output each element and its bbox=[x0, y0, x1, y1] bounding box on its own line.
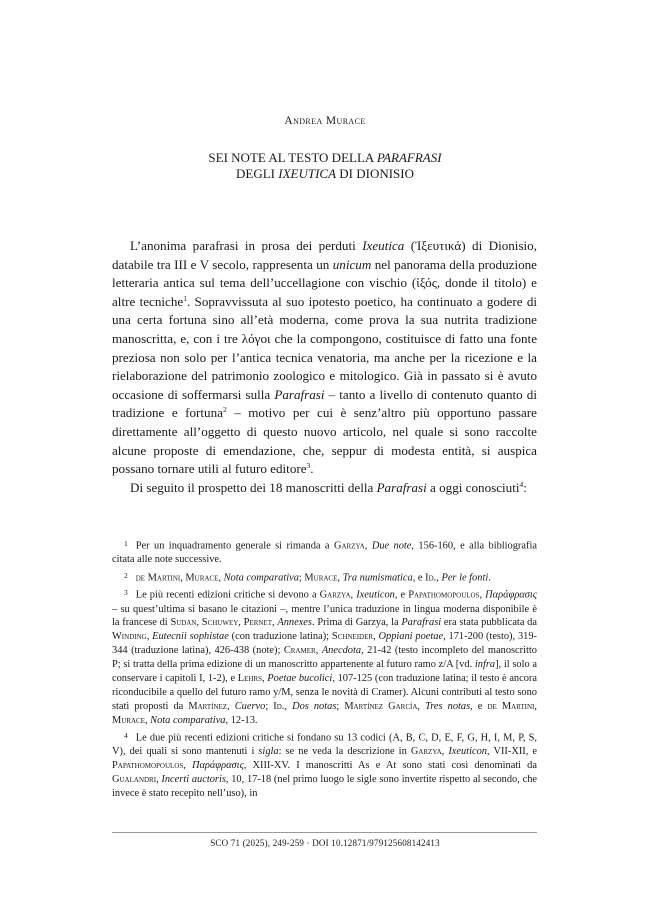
journal-footer: SCO 71 (2025), 249-259 · DOI 10.12871/979125608142413 bbox=[210, 838, 440, 848]
work-title: Oppiani poetae bbox=[378, 631, 444, 643]
text: , bbox=[337, 572, 343, 583]
work-title: Per le fonti bbox=[441, 572, 489, 583]
work-title: Tra numismatica bbox=[342, 572, 413, 583]
text: – su quest’ultima si basano le citazioni –, mentre l’unica traduzione in lingua moderna disponibile è la francese di bbox=[112, 603, 537, 629]
text-italic: infra bbox=[474, 659, 496, 671]
text: ], il solo a conservare i capitoli I, 1-2), e bbox=[112, 659, 537, 685]
author-ref: Winding bbox=[112, 631, 147, 643]
author-ref: Papathomopoulos bbox=[408, 589, 480, 601]
title-text: DEGLI bbox=[235, 166, 279, 181]
work-title: Παράφρασις bbox=[485, 589, 537, 601]
title-text: DI DIONISIO bbox=[336, 166, 415, 181]
author-ref: Sudan, Schuwey, Pernet bbox=[170, 617, 272, 629]
text: , bbox=[183, 760, 192, 772]
text: , bbox=[364, 540, 372, 552]
footnote-number: 3 bbox=[124, 588, 128, 598]
text: ; bbox=[298, 572, 305, 583]
text: , bbox=[350, 589, 357, 601]
text: , 171-200 (testo), 319-344 (traduzione latina), 426-438 (note); bbox=[112, 631, 537, 657]
text: Di seguito il prospetto dei 18 manoscritti della bbox=[130, 479, 377, 495]
text-italic: unicum bbox=[332, 256, 372, 272]
title-line-2 bbox=[0, 166, 650, 182]
text: , e bbox=[470, 700, 488, 712]
footnote-number: 2 bbox=[124, 570, 128, 580]
text: , bbox=[479, 589, 486, 601]
work-title: Παράφρασις bbox=[191, 760, 244, 772]
text: , bbox=[144, 714, 151, 726]
text: , bbox=[146, 631, 153, 643]
text: : se ne veda la descrizione in bbox=[278, 746, 411, 758]
title-italic: IXEUTICA bbox=[278, 166, 337, 181]
author-ref: Id. bbox=[425, 572, 437, 583]
text: , bbox=[218, 572, 224, 583]
text: , e bbox=[412, 572, 426, 583]
text: Le più recenti edizioni critiche si devono a bbox=[135, 589, 320, 601]
text: , bbox=[262, 673, 268, 685]
text: – motivo per cui è senz’altro più opportuno passare direttamente all’oggetto di questo nuovo articolo, nel quale si sono raccolte alcune proposte di emendazione, che, seppur di modesta entità, si auspica possano tornare utili al futuro editore bbox=[112, 405, 537, 477]
author-ref: Martínez bbox=[188, 700, 228, 712]
author-ref: de Martini, Murace bbox=[135, 572, 219, 583]
work-title: Nota comparativa bbox=[223, 572, 299, 583]
work-title: Annexes bbox=[277, 617, 312, 629]
footnote-ref-3[interactable]: 3 bbox=[306, 461, 311, 471]
text: , 156-160, e alla bibliografia citata alle note successive. bbox=[112, 540, 537, 566]
work-title: Poetae bucolici bbox=[267, 673, 333, 685]
footnote-ref-2[interactable]: 2 bbox=[222, 405, 227, 415]
author-ref: Schneider bbox=[331, 631, 374, 643]
author-ref: Id. bbox=[273, 700, 285, 712]
footnote-4 bbox=[112, 729, 537, 801]
text: . Sopravvissuta al suo ipotesto poetico, ha continuato a godere di una certa fortuna sino all’età moderna, come prova la sua nutrita tradizione manoscritta, e, con i tre λόγοι che la compongono, costituisce di fatto una fonte preziosa non solo per l’antica tecnica venatoria, ma anche per la ricezione e la rielaborazione del patrimonio zoologico e mitologico. Già in passato si è avuto occasione di soffermarsi sulla bbox=[112, 293, 538, 402]
footnote-ref-1[interactable]: 1 bbox=[183, 293, 187, 303]
work-title: Anecdota bbox=[321, 645, 362, 657]
work-title: Ixeuticon bbox=[448, 746, 487, 758]
text-italic: sigla bbox=[258, 746, 279, 758]
work-title: Ixeuticon bbox=[356, 589, 395, 601]
text: ; bbox=[336, 700, 345, 712]
text: , 12-13. bbox=[225, 714, 258, 726]
text: : bbox=[523, 479, 527, 495]
text: , 107-125 (con traduzione latina; il testo è ancora riconducibile a quello del futuro ramo y/M, senza le novità di Cramer). Alcuni contributi al testo sono stati proposti da bbox=[112, 673, 538, 712]
author-ref: Garzya bbox=[410, 746, 442, 758]
author-ref: Garzya bbox=[319, 589, 351, 601]
work-title: Incerti auctoris bbox=[161, 774, 226, 786]
text: , 21-42 (testo incompleto del manoscritto P; si tratta della prima edizione di un manoscritto appartenente al futuro ramo z/A [vd. bbox=[112, 645, 537, 671]
footnote-number: 4 bbox=[124, 730, 128, 740]
text: , bbox=[441, 746, 449, 758]
text: . bbox=[488, 572, 491, 583]
footnote-number: 1 bbox=[124, 539, 128, 548]
text-italic: Ixeutica bbox=[362, 238, 405, 253]
text-italic: Parafrasi bbox=[376, 479, 427, 495]
footnote-2 bbox=[112, 569, 537, 585]
author-ref: Papathomopoulos bbox=[112, 760, 184, 772]
article-body bbox=[112, 237, 537, 497]
text: Le due più recenti edizioni critiche si fondano su 13 codici (A, B, C, D, E, F, G, H, I, M, P, S, V), dei quali si sono mantenuti i bbox=[112, 732, 537, 758]
text: a oggi conosciuti bbox=[426, 479, 520, 495]
text: , e bbox=[394, 589, 409, 601]
paragraph-1 bbox=[112, 237, 537, 479]
author-ref: Cramer bbox=[283, 645, 316, 657]
footer-divider bbox=[112, 832, 537, 833]
paragraph-2 bbox=[112, 479, 537, 498]
text: , bbox=[271, 617, 278, 629]
text: (con traduzione latina); bbox=[228, 631, 332, 643]
text: . Prima di Garzya, la bbox=[311, 617, 402, 629]
work-title: Cuervo bbox=[234, 700, 266, 712]
text: , VII-XII, e bbox=[486, 746, 538, 758]
text: , bbox=[227, 700, 235, 712]
author-ref: Lehrs bbox=[237, 673, 262, 685]
text: Per un inquadramento generale si rimanda a bbox=[135, 540, 334, 552]
title-text: SEI NOTE AL TESTO DELLA bbox=[208, 150, 377, 165]
text: , bbox=[436, 572, 442, 583]
text: , 10, 17-18 (nel primo luogo le sigle sono invertite rispetto al secondo, che invece è stato recepito nell’uso), in bbox=[112, 774, 537, 799]
work-title: Eutecnii sophistae bbox=[152, 631, 229, 643]
author-ref: Garzya bbox=[333, 540, 365, 552]
text: . bbox=[310, 461, 314, 477]
text: , bbox=[315, 645, 322, 657]
footnote-3 bbox=[112, 586, 537, 728]
author-ref: Martínez García bbox=[344, 700, 418, 712]
title-line-1 bbox=[0, 150, 650, 166]
footnote-ref-4[interactable]: 4 bbox=[519, 479, 524, 489]
author-ref: Gualandri bbox=[112, 774, 157, 786]
text: era stata pubblicata da bbox=[441, 617, 537, 629]
text: , bbox=[373, 631, 379, 643]
text: (Ἰξευτικά) di Dionisio, databile tra III e V secolo, rappresenta un bbox=[112, 238, 537, 272]
work-title: Due note bbox=[371, 540, 412, 552]
text: ; bbox=[265, 700, 274, 712]
text: , bbox=[284, 700, 293, 712]
author-ref: de Martini, Murace bbox=[112, 700, 537, 726]
footnote-1 bbox=[112, 537, 537, 567]
text: , XIII-XV. I manoscritti As e At sono stati così denominati da bbox=[243, 760, 537, 772]
author-ref: Murace bbox=[304, 572, 338, 583]
text: , bbox=[417, 700, 426, 712]
text: nel panorama della produzione letteraria antica sul tema dell’uccellagione con vischio (ἰξός, donde il titolo) e altre tecniche bbox=[112, 256, 537, 309]
title-italic: PARAFRASI bbox=[376, 150, 442, 165]
work-title: Tres notas bbox=[425, 700, 471, 712]
work-title: Parafrasi bbox=[401, 617, 442, 629]
author-name: Andrea Murace bbox=[284, 115, 366, 127]
work-title: Dos notas bbox=[292, 700, 337, 712]
text: – tanto a livello di contenuto quanto di tradizione e fortuna bbox=[112, 386, 537, 421]
text: L’anonima parafrasi in prosa dei perduti bbox=[130, 238, 363, 253]
text: , bbox=[156, 774, 162, 786]
text-italic: Parafrasi bbox=[274, 386, 325, 402]
article-title bbox=[0, 150, 650, 182]
footnotes bbox=[112, 537, 537, 802]
work-title: Nota comparativa bbox=[150, 714, 226, 726]
